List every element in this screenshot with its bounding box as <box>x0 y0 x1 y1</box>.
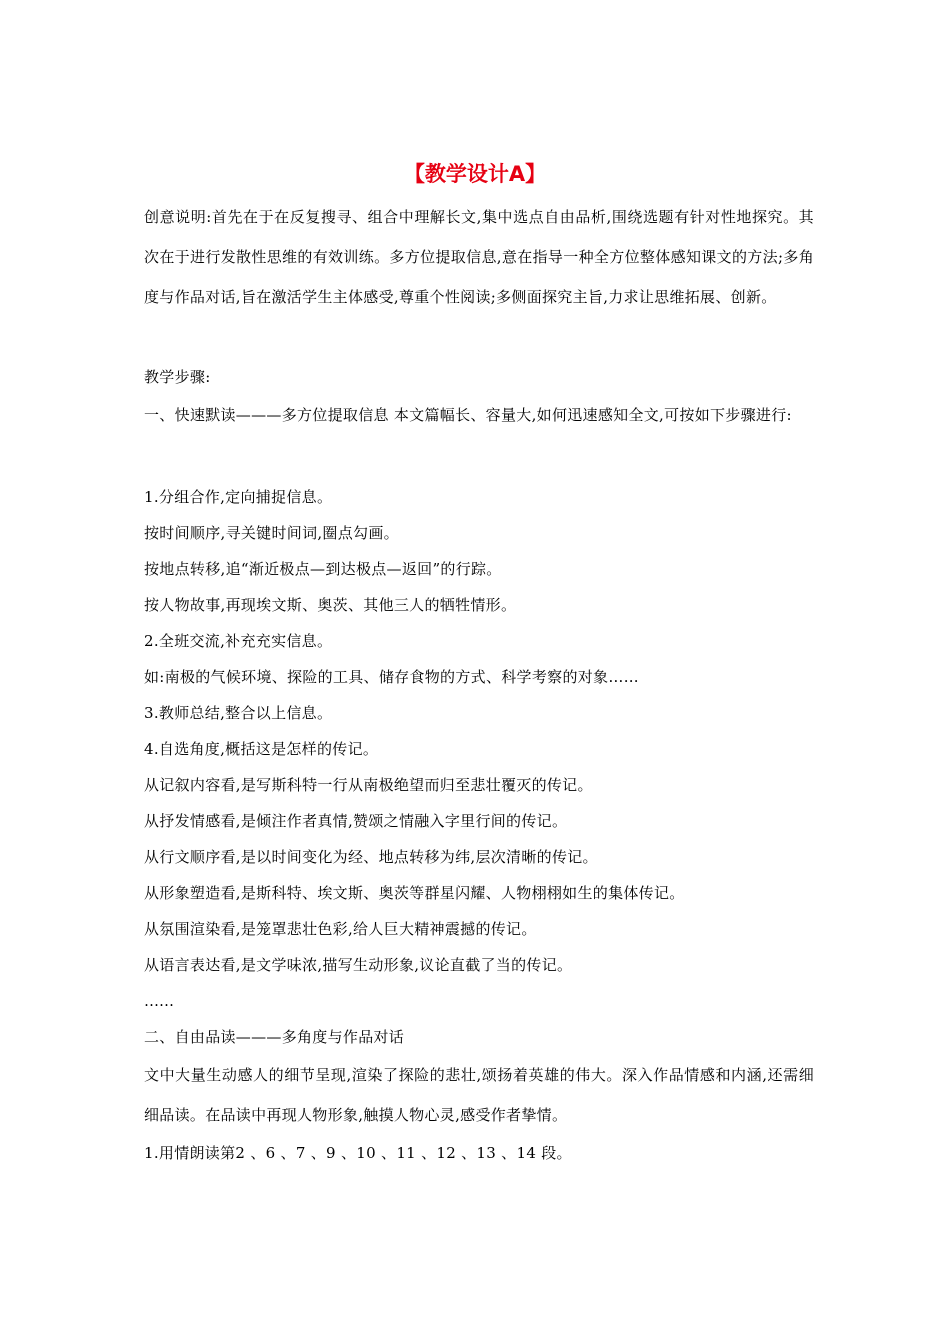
section-two-heading: 二、自由品读———多角度与作品对话 <box>144 1028 405 1046</box>
text-line: 按人物故事,再现埃文斯、奥茨、其他三人的牺牲情形。 <box>144 596 517 614</box>
document-title: 【教学设计A】 <box>403 162 547 186</box>
text-line: 从语言表达看,是文学味浓,描写生动形象,议论直截了当的传记。 <box>144 956 573 974</box>
text-line: 1.用情朗读第2 、6 、7 、9 、10 、11 、12 、13 、14 段。 <box>144 1144 572 1162</box>
text-line: 从行文顺序看,是以时间变化为经、地点转移为纬,层次清晰的传记。 <box>144 848 598 866</box>
steps-heading: 教学步骤: <box>144 368 211 386</box>
ellipsis-line: …… <box>144 992 174 1010</box>
section-one-heading: 一、快速默读———多方位提取信息 本文篇幅长、容量大,如何迅速感知全文,可按如下步骤进行: <box>144 406 792 424</box>
text-line: 按时间顺序,寻关键时间词,圈点勾画。 <box>144 524 399 542</box>
document-body <box>144 197 814 1171</box>
section-two-paragraph: 文中大量生动感人的细节呈现,渲染了探险的悲壮,颂扬着英雄的伟大。深入作品情感和内涵,还需细细品读。在品读中再现人物形象,触摸人物心灵,感受作者挚情。 <box>144 1066 814 1124</box>
text-line: 按地点转移,追“渐近极点—到达极点—返回”的行踪。 <box>144 560 502 578</box>
text-line: 3.教师总结,整合以上信息。 <box>144 704 333 722</box>
text-line: 2.全班交流,补充充实信息。 <box>144 632 333 650</box>
text-line: 从氛围渲染看,是笼罩悲壮色彩,给人巨大精神震撼的传记。 <box>144 920 537 938</box>
intro-paragraph: 创意说明:首先在于在反复搜寻、组合中理解长文,集中选点自由品析,围绕选题有针对性地探究。其次在于进行发散性思维的有效训练。多方位提取信息,意在指导一种全方位整体感知课文的方法;多角度与作品对话,旨在激活学生主体感受,尊重个性阅读;多侧面探究主旨,力求让思维拓展、创新。 <box>144 208 814 306</box>
text-line: 从抒发情感看,是倾注作者真情,赞颂之情融入字里行间的传记。 <box>144 812 568 830</box>
text-line: 从记叙内容看,是写斯科特一行从南极绝望而归至悲壮覆灭的传记。 <box>144 776 593 794</box>
text-line: 1.分组合作,定向捕捉信息。 <box>144 488 333 506</box>
text-line: 从形象塑造看,是斯科特、埃文斯、奥茨等群星闪耀、人物栩栩如生的集体传记。 <box>144 884 685 902</box>
text-line: 4.自选角度,概括这是怎样的传记。 <box>144 740 379 758</box>
text-line: 如:南极的气候环境、探险的工具、储存食物的方式、科学考察的对象…… <box>144 668 639 686</box>
